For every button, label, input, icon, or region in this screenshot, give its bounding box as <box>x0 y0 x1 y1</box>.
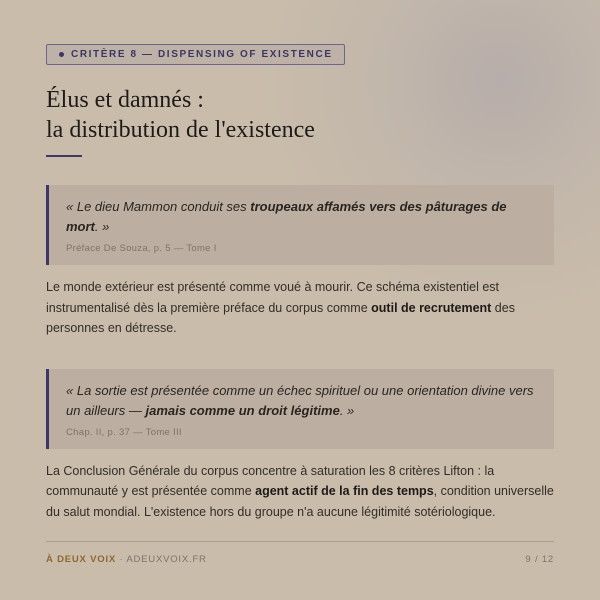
title-underline <box>46 155 82 157</box>
criterion-badge-label: CRITÈRE 8 — DISPENSING OF EXISTENCE <box>71 49 333 60</box>
quote-2-text-start: « La sortie est présentée comme un échec spirituel ou une orientation divine vers un ailleurs — <box>66 382 534 418</box>
quote-1-source: Préface De Souza, p. 5 — Tome I <box>66 243 217 254</box>
quote-2-source: Chap. II, p. 37 — Tome III <box>66 426 182 438</box>
paragraph-1-end: des personnes en détresse. <box>46 300 515 335</box>
paragraph-1-emphasis: outil de recrutement <box>371 300 492 315</box>
page-title-line-1: Élus et damnés : <box>46 87 204 113</box>
paragraph-1 <box>46 277 554 339</box>
paragraph-2-start: La Conclusion Générale du corpus concentre à saturation les 8 critères Lifton : la communauté y est présentée comme <box>46 463 495 498</box>
quote-1-emphasis: troupeaux affamés vers des pâturages de mort <box>66 199 507 234</box>
page-number: 9 / 12 <box>525 554 554 565</box>
paragraph-1-start: Le monde extérieur est présenté comme voué à mourir. Ce schéma existentiel est instrumentalisé dès la première préface du corpus comme <box>46 280 499 315</box>
quote-block-2 <box>46 369 554 449</box>
quote-1-text-start: « Le dieu Mammon conduit ses <box>66 199 251 214</box>
quote-1-text <box>66 197 538 237</box>
quote-block-1 <box>46 185 554 265</box>
quote-2-emphasis: jamais comme un droit légitime <box>145 402 340 418</box>
paragraph-2 <box>46 461 554 523</box>
quote-2-text-end: . » <box>339 402 355 418</box>
criterion-badge <box>46 44 345 65</box>
quote-2-text <box>66 381 538 421</box>
footer-left <box>46 554 207 565</box>
footer-brand: À DEUX VOIX <box>46 554 117 565</box>
paragraph-2-emphasis: agent actif de la fin des temps <box>255 484 434 498</box>
quote-1-text-end: . » <box>94 219 110 234</box>
page-title-line-2: la distribution de l'existence <box>46 117 315 143</box>
footer <box>46 541 554 565</box>
page-title <box>46 85 554 145</box>
bullet-dot-icon <box>59 52 64 57</box>
footer-separator: · <box>116 554 127 565</box>
paragraph-2-end: , condition universelle du salut mondial. L'existence hors du groupe n'a aucune légitimité sotériologique. <box>46 484 554 519</box>
footer-site-link[interactable]: ADEUXVOIX.FR <box>126 554 207 565</box>
